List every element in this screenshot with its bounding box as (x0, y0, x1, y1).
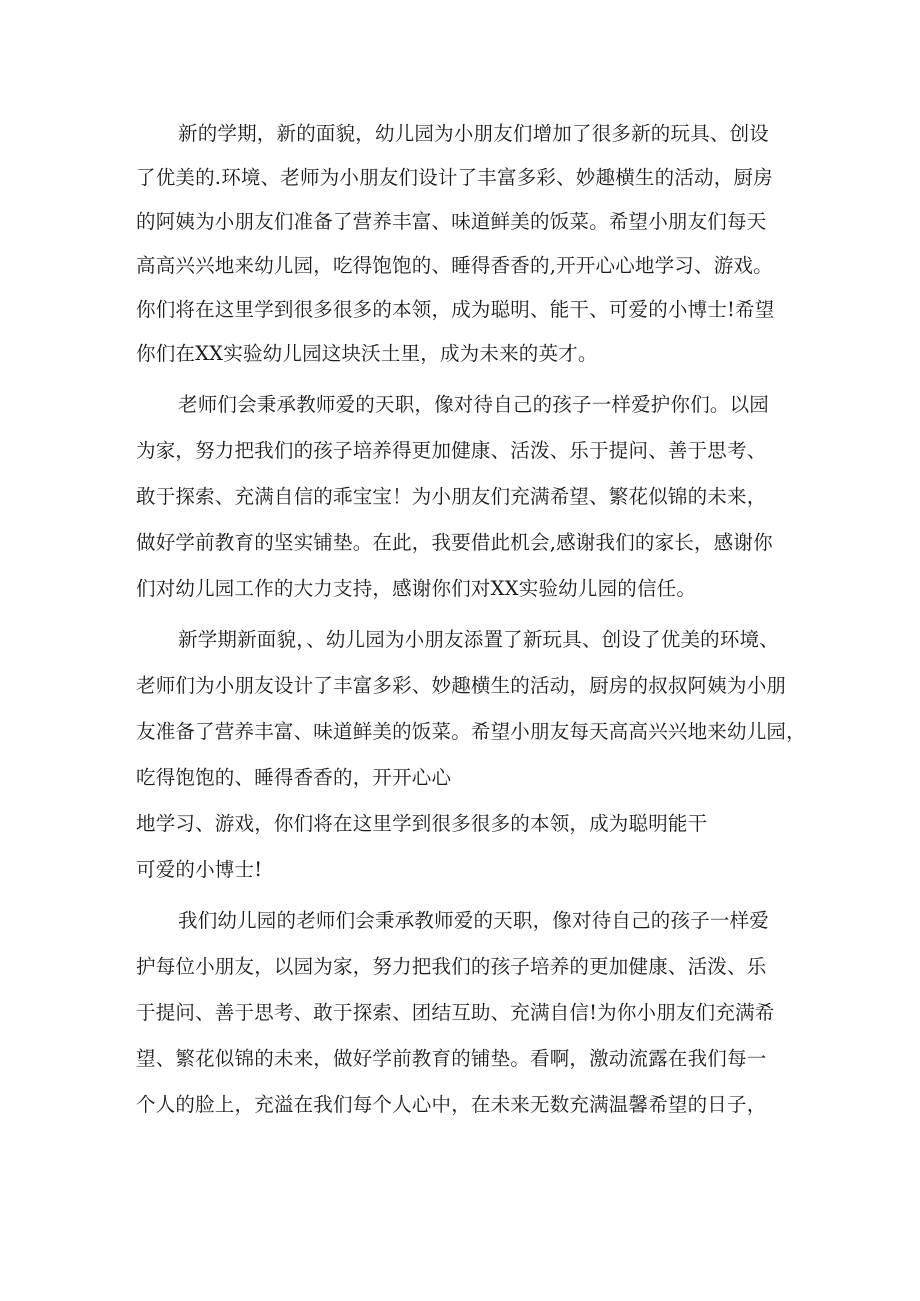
text-line: 老师们会秉承教师爱的天职，像对待自己的孩子一样爱护你们。以园 (178, 393, 770, 416)
text-line: 友准备了营养丰富、味道鲜美的饭菜。希望小朋友每天高高兴兴地来幼儿园， (136, 720, 806, 743)
text-line: 的阿姨为小朋友们准备了营养丰富、味道鲜美的饭菜。希望小朋友们每天 (136, 210, 767, 233)
text-line: 做好学前教育的坚实铺垫。在此，我要借此机会,感谢我们的家长，感谢你 (136, 531, 773, 554)
text-line: 望、繁花似锦的未来，做好学前教育的铺垫。看啊，激动流露在我们每一 (136, 1047, 767, 1070)
text-line: 吃得饱饱的、睡得香香的，开开心心 (136, 766, 452, 789)
text-line: 敢于探索、充满自信的乖宝宝！为小朋友们充满希望、繁花似锦的未来， (136, 485, 767, 508)
text-line: 于提问、善于思考、敢于探索、团结互助、充满自信!为你小朋友们充满希 (136, 1001, 775, 1024)
text-line: 老师们为小朋友设计了丰富多彩、妙趣横生的活动，厨房的叔叔阿姨为小朋 (136, 674, 787, 697)
text-line: 护每位小朋友，以园为家，努力把我们的孩子培养的更加健康、活泼、乐 (136, 955, 767, 978)
text-line: 高高兴兴地来幼儿园，吃得饱饱的、睡得香香的,开开心心地学习、游戏。 (136, 254, 773, 277)
text-line: 你们在XX实验幼儿园这块沃土里，成为未来的英才。 (136, 342, 598, 365)
text-line: 新学期新面貌，、幼儿园为小朋友添置了新玩具、创设了优美的环境、 (178, 628, 779, 651)
text-line: 我们幼儿园的老师们会秉承教师爱的天职，像对待自己的孩子一样爱 (178, 909, 770, 932)
text-line: 新的学期，新的面貌，幼儿园为小朋友们增加了很多新的玩具、创设 (178, 122, 770, 145)
text-line: 你们将在这里学到很多很多的本领，成为聪明、能干、可爱的小博士!希望 (136, 298, 775, 321)
text-line: 了优美的.环境、老师为小朋友们设计了丰富多彩、妙趣横生的活动，厨房 (136, 166, 773, 189)
text-line: 地学习、游戏，你们将在这里学到很多很多的本领，成为聪明能干 (136, 812, 708, 835)
text-line: 个人的脸上，充溢在我们每个人心中，在未来无数充满温馨希望的日子， (136, 1093, 767, 1116)
text-line: 为家，努力把我们的孩子培养得更加健康、活泼、乐于提问、善于思考、 (136, 439, 767, 462)
text-line: 可爱的小博士! (136, 858, 263, 881)
text-line: 们对幼儿园工作的大力支持，感谢你们对XX实验幼儿园的信任。 (136, 577, 697, 600)
